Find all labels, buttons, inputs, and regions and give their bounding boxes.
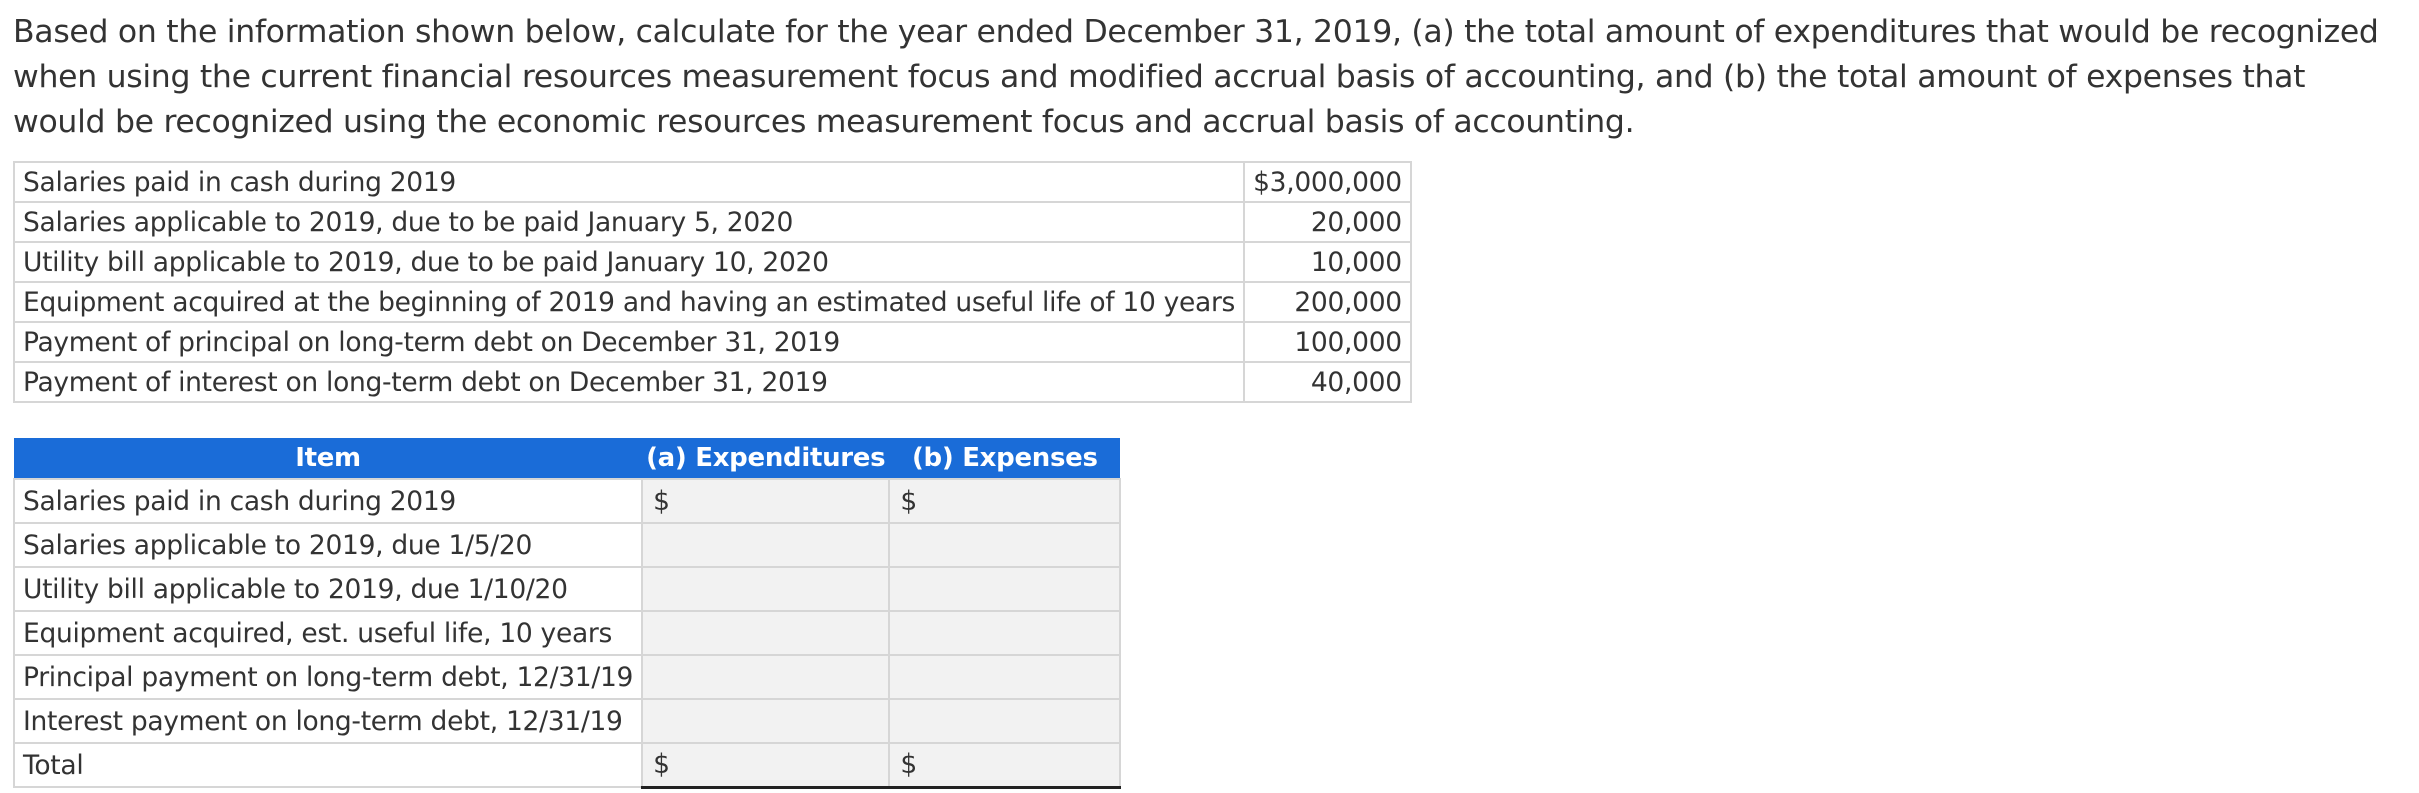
- total-row: [14, 743, 1120, 787]
- expenditures-input[interactable]: [642, 655, 889, 699]
- table-row: [14, 242, 1411, 282]
- table-row: [14, 202, 1411, 242]
- given-amount: 200,000: [1244, 282, 1411, 322]
- expenditures-input[interactable]: [642, 567, 889, 611]
- row-item-label: Salaries applicable to 2019, due 1/5/20: [14, 523, 642, 567]
- table-row: [14, 362, 1411, 402]
- row-item-label: Equipment acquired, est. useful life, 10 years: [14, 611, 642, 655]
- given-label: Utility bill applicable to 2019, due to be paid January 10, 2020: [14, 242, 1244, 282]
- expenses-input[interactable]: [889, 567, 1120, 611]
- table-row: [14, 523, 1120, 567]
- expenditures-input[interactable]: [642, 523, 889, 567]
- table-row: [14, 655, 1120, 699]
- total-expenditures-input[interactable]: $: [642, 743, 889, 787]
- expenditures-input[interactable]: $: [642, 479, 889, 523]
- given-label: Payment of interest on long-term debt on December 31, 2019: [14, 362, 1244, 402]
- answer-header-row: [14, 438, 1120, 479]
- row-item-label: Interest payment on long-term debt, 12/31/19: [14, 699, 642, 743]
- given-amount: 20,000: [1244, 202, 1411, 242]
- total-label: Total: [14, 743, 642, 787]
- given-amount: 40,000: [1244, 362, 1411, 402]
- given-label: Salaries paid in cash during 2019: [14, 162, 1244, 202]
- question-prompt: Based on the information shown below, calculate for the year ended December 31, 2019, (a) the total amount of expenditures that would be recognized when using the current financial resources measurement focus and modified accrual basis of accounting, and (b) the total amount of expenses that would be recognized using the economic resources measurement focus and accrual basis of accounting.: [13, 14, 2379, 140]
- table-row: [14, 162, 1411, 202]
- row-item-label: Utility bill applicable to 2019, due 1/10/20: [14, 567, 642, 611]
- expenses-input[interactable]: [889, 655, 1120, 699]
- expenditures-input[interactable]: [642, 699, 889, 743]
- given-label: Equipment acquired at the beginning of 2019 and having an estimated useful life of 10 years: [14, 282, 1244, 322]
- expenditures-input[interactable]: [642, 611, 889, 655]
- given-data-table: [13, 161, 1412, 403]
- expenses-input[interactable]: $: [889, 479, 1120, 523]
- answer-table: [13, 438, 1121, 789]
- table-row: [14, 479, 1120, 523]
- header-expenses: (b) Expenses: [889, 438, 1120, 479]
- total-expenses-input[interactable]: $: [889, 743, 1120, 787]
- table-row: [14, 567, 1120, 611]
- given-amount: $3,000,000: [1244, 162, 1411, 202]
- expenses-input[interactable]: [889, 523, 1120, 567]
- table-row: [14, 699, 1120, 743]
- table-row: [14, 611, 1120, 655]
- row-item-label: Salaries paid in cash during 2019: [14, 479, 642, 523]
- table-row: [14, 282, 1411, 322]
- given-label: Salaries applicable to 2019, due to be paid January 5, 2020: [14, 202, 1244, 242]
- given-label: Payment of principal on long-term debt on December 31, 2019: [14, 322, 1244, 362]
- expenses-input[interactable]: [889, 699, 1120, 743]
- header-item: Item: [14, 438, 642, 479]
- header-expenditures: (a) Expenditures: [642, 438, 889, 479]
- expenses-input[interactable]: [889, 611, 1120, 655]
- row-item-label: Principal payment on long-term debt, 12/31/19: [14, 655, 642, 699]
- given-amount: 100,000: [1244, 322, 1411, 362]
- table-row: [14, 322, 1411, 362]
- given-amount: 10,000: [1244, 242, 1411, 282]
